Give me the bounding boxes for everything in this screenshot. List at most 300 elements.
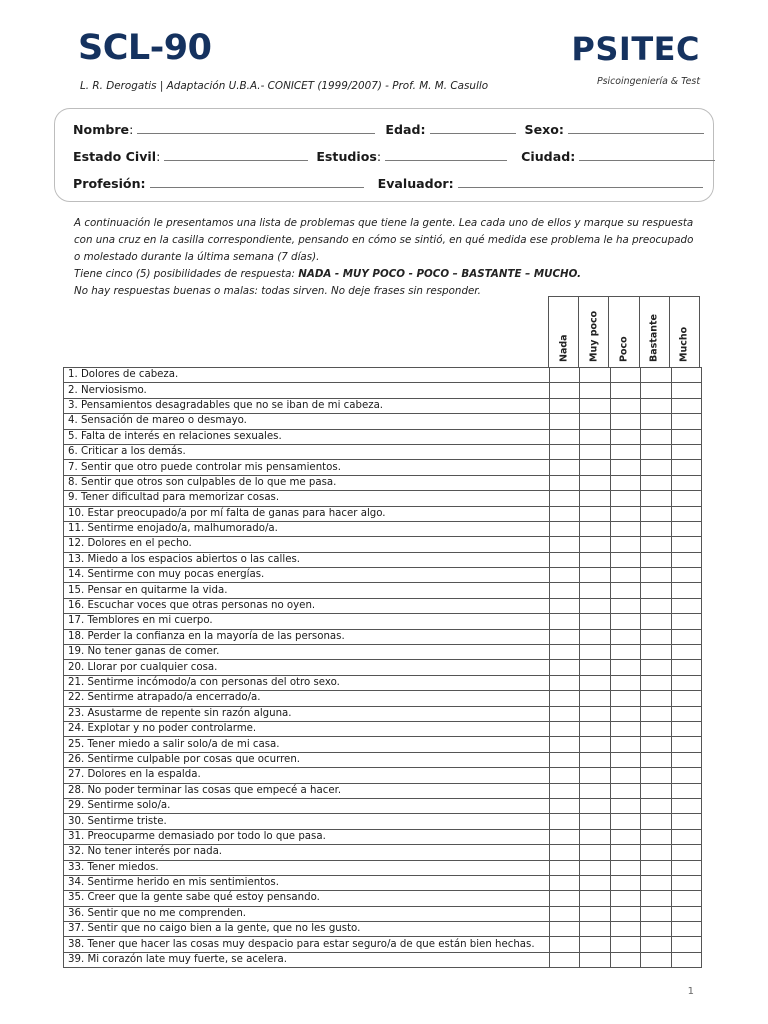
answer-checkbox[interactable] [610,814,640,829]
answer-checkbox[interactable] [550,814,580,829]
answer-checkbox[interactable] [610,691,640,706]
table-row [64,906,702,921]
item-text: 37. Sentir que no caigo bien a la gente, que no les gusto. [64,922,550,937]
page-number: 1 [687,986,694,997]
answer-checkbox[interactable] [610,798,640,813]
answer-checkbox[interactable] [580,798,610,813]
answer-checkbox[interactable] [550,798,580,813]
answer-checkbox[interactable] [671,521,701,536]
answer-checkbox[interactable] [641,737,671,752]
answer-checkbox[interactable] [610,598,640,613]
edad-field[interactable] [430,122,516,134]
answer-checkbox[interactable] [610,398,640,413]
answer-checkbox[interactable] [550,937,580,952]
answer-checkbox[interactable] [671,691,701,706]
answer-checkbox[interactable] [671,552,701,567]
answer-checkbox[interactable] [641,829,671,844]
answer-checkbox[interactable] [550,737,580,752]
table-row [64,383,702,398]
table-row [64,568,702,583]
answer-checkbox[interactable] [641,383,671,398]
answer-checkbox[interactable] [550,491,580,506]
answer-checkbox[interactable] [641,598,671,613]
table-row [64,845,702,860]
answer-checkbox[interactable] [641,860,671,875]
answer-checkbox[interactable] [671,383,701,398]
table-row [64,675,702,690]
answer-checkbox[interactable] [671,429,701,444]
answer-checkbox[interactable] [641,460,671,475]
answer-checkbox[interactable] [580,845,610,860]
answer-checkbox[interactable] [550,768,580,783]
answer-checkbox[interactable] [671,752,701,767]
answer-checkbox[interactable] [580,937,610,952]
item-text: 25. Tener miedo a salir solo/a de mi casa. [64,737,550,752]
answer-checkbox[interactable] [641,429,671,444]
answer-checkbox[interactable] [641,444,671,459]
table-row [64,645,702,660]
answer-checkbox[interactable] [671,506,701,521]
answer-checkbox[interactable] [610,491,640,506]
answer-checkbox[interactable] [671,583,701,598]
answer-checkbox[interactable] [671,922,701,937]
table-row [64,414,702,429]
answer-checkbox[interactable] [671,614,701,629]
answer-checkbox[interactable] [641,506,671,521]
column-header-muy-poco [578,297,608,368]
answer-checkbox[interactable] [641,552,671,567]
answer-checkbox[interactable] [550,952,580,967]
answer-checkbox[interactable] [671,598,701,613]
instructions-line-1: A continuación le presentamos una lista de problemas que tiene la gente. Lea cada uno de ellos y marque su respuesta [74,217,694,229]
table-row [64,875,702,890]
answer-checkbox[interactable] [580,398,610,413]
answer-checkbox[interactable] [641,368,671,383]
table-row [64,783,702,798]
item-text: 15. Pensar en quitarme la vida. [64,583,550,598]
item-text: 27. Dolores en la espalda. [64,768,550,783]
column-label-nada: Nada [558,334,570,362]
item-text: 29. Sentirme solo/a. [64,798,550,813]
answer-checkbox[interactable] [641,752,671,767]
answer-checkbox[interactable] [550,829,580,844]
respondent-info-form [54,108,714,202]
answer-checkbox[interactable] [580,568,610,583]
answer-checkbox[interactable] [671,675,701,690]
answer-checkbox[interactable] [550,629,580,644]
answer-checkbox[interactable] [610,860,640,875]
item-text: 16. Escuchar voces que otras personas no oyen. [64,598,550,613]
answer-checkbox[interactable] [550,537,580,552]
answer-checkbox[interactable] [580,429,610,444]
answer-checkbox[interactable] [550,860,580,875]
estado-civil-label: Estado Civil [73,149,157,164]
table-row [64,614,702,629]
answer-checkbox[interactable] [580,552,610,567]
questionnaire-table [63,367,702,968]
answer-checkbox[interactable] [580,752,610,767]
answer-checkbox[interactable] [580,875,610,890]
answer-checkbox[interactable] [641,768,671,783]
column-header-poco [608,297,638,368]
column-header-mucho [669,297,699,368]
answer-checkbox[interactable] [580,737,610,752]
answer-checkbox[interactable] [580,891,610,906]
answer-checkbox[interactable] [580,675,610,690]
answer-checkbox[interactable] [580,444,610,459]
form-row-3 [73,176,703,191]
answer-checkbox[interactable] [580,414,610,429]
table-row [64,444,702,459]
instructions-line-3: o molestado durante la última semana (7 días). [74,251,320,263]
answer-checkbox[interactable] [550,414,580,429]
answer-checkbox[interactable] [641,583,671,598]
answer-checkbox[interactable] [550,614,580,629]
table-row [64,521,702,536]
answer-checkbox[interactable] [610,783,640,798]
item-text: 31. Preocuparme demasiado por todo lo que pasa. [64,829,550,844]
answer-checkbox[interactable] [671,952,701,967]
answer-checkbox[interactable] [671,568,701,583]
answer-checkbox[interactable] [610,721,640,736]
item-text: 12. Dolores en el pecho. [64,537,550,552]
answer-checkbox[interactable] [671,660,701,675]
answer-checkbox[interactable] [580,783,610,798]
answer-checkbox[interactable] [580,691,610,706]
table-row [64,691,702,706]
answer-checkbox[interactable] [641,660,671,675]
answer-checkbox[interactable] [610,706,640,721]
form-row-2: Estado Civil: Estudios: Ciudad: [73,149,715,164]
table-row [64,937,702,952]
answer-checkbox[interactable] [550,444,580,459]
answer-checkbox[interactable] [550,598,580,613]
table-row [64,475,702,490]
answer-checkbox[interactable] [641,845,671,860]
ciudad-field[interactable] [579,149,715,161]
answer-checkbox[interactable] [671,937,701,952]
item-text: 4. Sensación de mareo o desmayo. [64,414,550,429]
answer-checkbox[interactable] [671,783,701,798]
answer-checkbox[interactable] [610,444,640,459]
answer-checkbox[interactable] [641,798,671,813]
item-text: 20. Llorar por cualquier cosa. [64,660,550,675]
answer-checkbox[interactable] [550,706,580,721]
answer-checkbox[interactable] [550,845,580,860]
answer-checkbox[interactable] [580,906,610,921]
table-row [64,368,702,383]
answer-checkbox[interactable] [610,383,640,398]
item-text: 22. Sentirme atrapado/a encerrado/a. [64,691,550,706]
answer-checkbox[interactable] [610,429,640,444]
answer-checkbox[interactable] [671,768,701,783]
column-label-poco: Poco [618,336,630,362]
answer-checkbox[interactable] [610,368,640,383]
answer-checkbox[interactable] [610,506,640,521]
answer-checkbox[interactable] [641,675,671,690]
item-text: 13. Miedo a los espacios abiertos o las calles. [64,552,550,567]
answer-checkbox[interactable] [671,706,701,721]
answer-checkbox[interactable] [610,475,640,490]
item-text: 3. Pensamientos desagradables que no se iban de mi cabeza. [64,398,550,413]
answer-checkbox[interactable] [610,629,640,644]
answer-checkbox[interactable] [671,829,701,844]
answer-checkbox[interactable] [580,660,610,675]
answer-checkbox[interactable] [550,368,580,383]
sexo-label: Sexo: [524,122,564,137]
answer-checkbox[interactable] [641,521,671,536]
table-row [64,491,702,506]
answer-checkbox[interactable] [610,414,640,429]
answer-checkbox[interactable] [671,875,701,890]
answer-checkbox[interactable] [641,691,671,706]
table-row [64,860,702,875]
answer-checkbox[interactable] [580,598,610,613]
answer-checkbox[interactable] [610,952,640,967]
item-text: 38. Tener que hacer las cosas muy despacio para estar seguro/a de que están bien hechas. [64,937,550,952]
answer-checkbox[interactable] [580,583,610,598]
answer-checkbox[interactable] [580,922,610,937]
answer-checkbox[interactable] [550,568,580,583]
answer-checkbox[interactable] [671,491,701,506]
answer-checkbox[interactable] [580,829,610,844]
answer-checkbox[interactable] [641,614,671,629]
item-text: 26. Sentirme culpable por cosas que ocurren. [64,752,550,767]
answer-checkbox[interactable] [550,475,580,490]
answer-checkbox[interactable] [580,814,610,829]
table-row [64,552,702,567]
answer-checkbox[interactable] [671,906,701,921]
answer-checkbox[interactable] [671,798,701,813]
table-row [64,660,702,675]
table-row [64,583,702,598]
nombre-field[interactable] [137,122,375,134]
item-text: 33. Tener miedos. [64,860,550,875]
answer-checkbox[interactable] [671,368,701,383]
answer-checkbox[interactable] [610,660,640,675]
answer-checkbox[interactable] [550,383,580,398]
table-row [64,429,702,444]
answer-checkbox[interactable] [641,721,671,736]
answer-checkbox[interactable] [610,645,640,660]
answer-checkbox[interactable] [550,691,580,706]
evaluador-label: Evaluador: [377,176,454,191]
answer-checkbox[interactable] [580,860,610,875]
answer-checkbox[interactable] [671,845,701,860]
answer-checkbox[interactable] [550,875,580,890]
answer-checkbox[interactable] [610,906,640,921]
table-row [64,829,702,844]
answer-checkbox[interactable] [610,768,640,783]
answer-checkbox[interactable] [671,537,701,552]
item-text: 1. Dolores de cabeza. [64,368,550,383]
column-label-muy-poco: Muy poco [588,310,600,362]
form-row-1: Nombre: Edad: Sexo: [73,122,704,137]
answer-checkbox[interactable] [671,629,701,644]
answer-checkbox[interactable] [550,906,580,921]
answer-checkbox[interactable] [671,814,701,829]
item-text: 17. Temblores en mi cuerpo. [64,614,550,629]
answer-checkbox[interactable] [580,768,610,783]
item-text: 9. Tener dificultad para memorizar cosas. [64,491,550,506]
answer-checkbox[interactable] [671,460,701,475]
instructions-options-prefix: Tiene cinco (5) posibilidades de respuesta: [74,268,299,280]
table-row [64,537,702,552]
answer-checkbox[interactable] [580,952,610,967]
item-text: 6. Criticar a los demás. [64,444,550,459]
response-column-headers [548,296,700,368]
answer-checkbox[interactable] [580,645,610,660]
answer-checkbox[interactable] [671,860,701,875]
table-row [64,629,702,644]
answer-checkbox[interactable] [641,891,671,906]
answer-checkbox[interactable] [641,922,671,937]
answer-checkbox[interactable] [550,752,580,767]
answer-checkbox[interactable] [610,752,640,767]
answer-checkbox[interactable] [610,521,640,536]
answer-checkbox[interactable] [550,521,580,536]
answer-checkbox[interactable] [580,460,610,475]
answer-checkbox[interactable] [671,737,701,752]
answer-checkbox[interactable] [550,645,580,660]
answer-checkbox[interactable] [610,891,640,906]
answer-checkbox[interactable] [641,629,671,644]
answer-checkbox[interactable] [610,937,640,952]
answer-checkbox[interactable] [610,829,640,844]
answer-checkbox[interactable] [641,906,671,921]
answer-checkbox[interactable] [610,568,640,583]
answer-checkbox[interactable] [671,444,701,459]
answer-checkbox[interactable] [610,675,640,690]
item-text: 14. Sentirme con muy pocas energías. [64,568,550,583]
answer-checkbox[interactable] [550,660,580,675]
answer-checkbox[interactable] [641,937,671,952]
answer-checkbox[interactable] [671,398,701,413]
answer-checkbox[interactable] [550,721,580,736]
answer-checkbox[interactable] [641,645,671,660]
answer-checkbox[interactable] [641,783,671,798]
document-subtitle: L. R. Derogatis | Adaptación U.B.A.- CONICET (1999/2007) - Prof. M. M. Casullo [80,80,489,92]
answer-checkbox[interactable] [550,506,580,521]
answer-checkbox[interactable] [671,891,701,906]
answer-checkbox[interactable] [550,675,580,690]
answer-checkbox[interactable] [641,952,671,967]
questionnaire-body [64,368,702,968]
answer-checkbox[interactable] [641,706,671,721]
evaluador-field[interactable] [458,176,703,188]
answer-checkbox[interactable] [641,875,671,890]
estudios-label: Estudios [316,149,377,164]
answer-checkbox[interactable] [580,721,610,736]
answer-checkbox[interactable] [550,429,580,444]
answer-checkbox[interactable] [641,814,671,829]
answer-checkbox[interactable] [580,475,610,490]
nombre-label: Nombre [73,122,130,137]
item-text: 5. Falta de interés en relaciones sexuales. [64,429,550,444]
ciudad-label: Ciudad: [521,149,576,164]
answer-checkbox[interactable] [671,475,701,490]
answer-checkbox[interactable] [671,414,701,429]
item-text: 19. No tener ganas de comer. [64,645,550,660]
table-row [64,752,702,767]
item-text: 10. Estar preocupado/a por mí falta de ganas para hacer algo. [64,506,550,521]
brand-tagline: Psicoingeniería & Test [597,76,700,87]
profesion-field[interactable] [150,176,364,188]
answer-checkbox[interactable] [671,721,701,736]
answer-checkbox[interactable] [641,398,671,413]
item-text: 32. No tener interés por nada. [64,845,550,860]
item-text: 28. No poder terminar las cosas que empecé a hacer. [64,783,550,798]
table-row [64,798,702,813]
answer-checkbox[interactable] [610,845,640,860]
column-header-bastante [639,297,669,368]
table-row [64,737,702,752]
answer-checkbox[interactable] [610,875,640,890]
column-label-bastante: Bastante [648,313,660,362]
answer-checkbox[interactable] [580,506,610,521]
answer-checkbox[interactable] [610,537,640,552]
estado-civil-field[interactable] [164,149,308,161]
answer-checkbox[interactable] [610,737,640,752]
answer-checkbox[interactable] [610,583,640,598]
answer-checkbox[interactable] [550,891,580,906]
answer-checkbox[interactable] [671,645,701,660]
item-text: 8. Sentir que otros son culpables de lo que me pasa. [64,475,550,490]
answer-checkbox[interactable] [550,922,580,937]
answer-checkbox[interactable] [580,383,610,398]
instructions-line-2: con una cruz en la casilla correspondiente, pensando en cómo se sintió, en qué medida ese problema le ha preocupado [74,234,694,246]
item-text: 35. Creer que la gente sabe qué estoy pensando. [64,891,550,906]
sexo-field[interactable] [568,122,704,134]
answer-checkbox[interactable] [610,922,640,937]
answer-checkbox[interactable] [641,491,671,506]
answer-checkbox[interactable] [641,568,671,583]
estudios-field[interactable] [385,149,507,161]
table-row [64,952,702,967]
answer-checkbox[interactable] [610,614,640,629]
answer-checkbox[interactable] [550,783,580,798]
answer-checkbox[interactable] [550,398,580,413]
answer-checkbox[interactable] [580,368,610,383]
answer-checkbox[interactable] [580,629,610,644]
instructions-line-5: No hay respuestas buenas o malas: todas sirven. No deje frases sin responder. [74,285,481,297]
column-label-mucho: Mucho [678,326,690,362]
item-text: 2. Nerviosismo. [64,383,550,398]
answer-checkbox[interactable] [610,552,640,567]
answer-checkbox[interactable] [641,475,671,490]
item-text: 23. Asustarme de repente sin razón alguna. [64,706,550,721]
table-row [64,706,702,721]
item-text: 34. Sentirme herido en mis sentimientos. [64,875,550,890]
column-header-nada [549,297,578,368]
answer-checkbox[interactable] [610,460,640,475]
answer-checkbox[interactable] [580,521,610,536]
answer-checkbox[interactable] [641,414,671,429]
answer-checkbox[interactable] [580,614,610,629]
answer-checkbox[interactable] [550,552,580,567]
table-row [64,721,702,736]
answer-checkbox[interactable] [550,583,580,598]
answer-checkbox[interactable] [580,491,610,506]
answer-checkbox[interactable] [550,460,580,475]
brand-logo: PSITEC [571,30,700,68]
answer-checkbox[interactable] [580,706,610,721]
item-text: 30. Sentirme triste. [64,814,550,829]
table-row [64,814,702,829]
instructions-line-4 [74,266,714,283]
answer-checkbox[interactable] [580,537,610,552]
answer-checkbox[interactable] [641,537,671,552]
